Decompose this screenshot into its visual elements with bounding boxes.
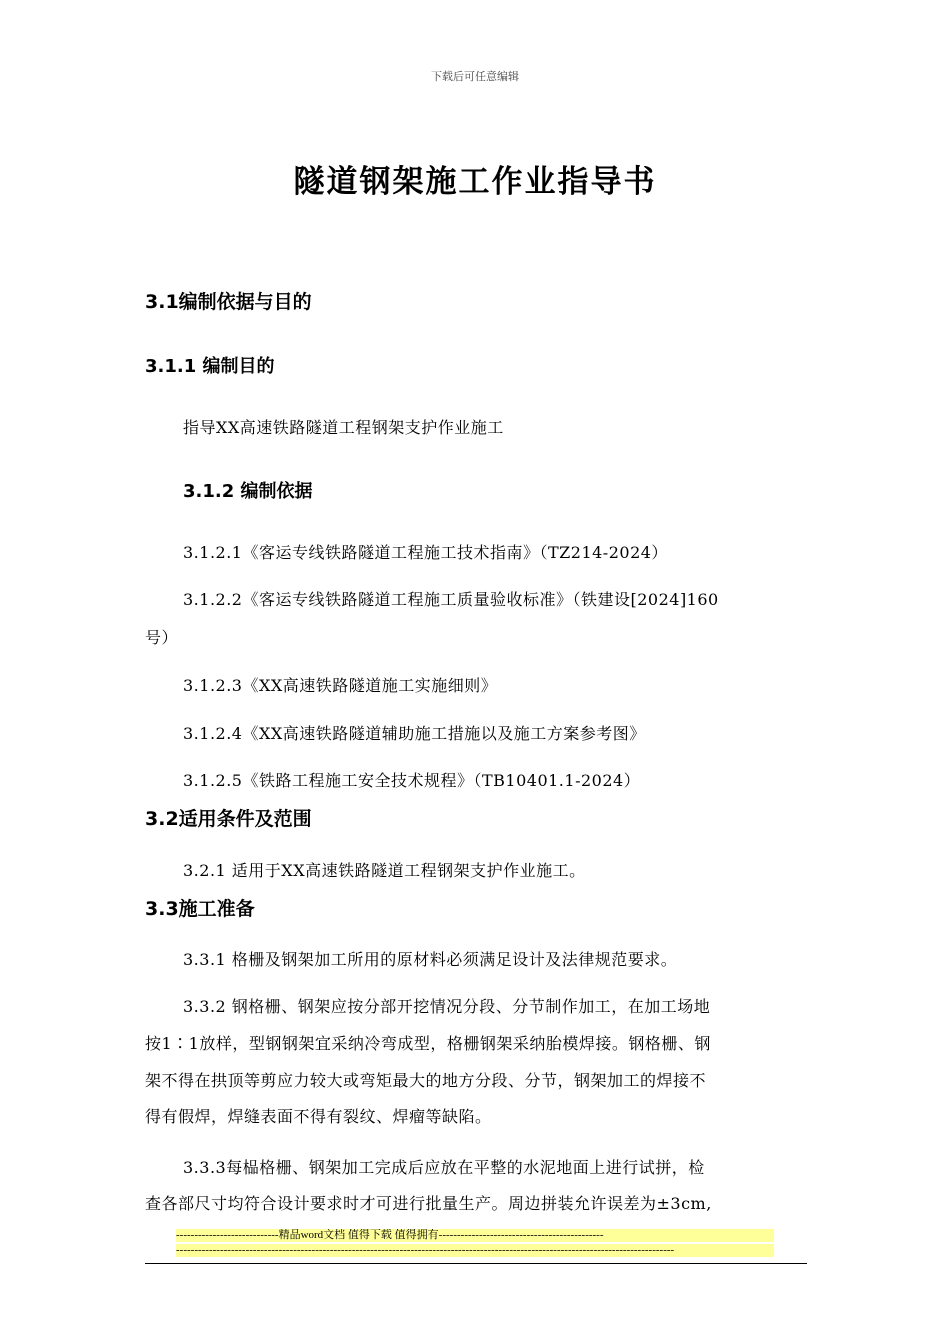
footer-dash-line: ---------------------------------------------------------------------------------------------------------------------------------------- [176,1244,774,1257]
section-heading-3-3: 3.3施工准备 [145,898,255,920]
section-heading-3-1-2: 3.1.2 编制依据 [183,481,313,502]
header-note: 下载后可任意编辑 [431,70,519,83]
section-heading-3-1: 3.1编制依据与目的 [145,291,312,313]
document-title: 隧道钢架施工作业指导书 [293,164,657,200]
paragraph-purpose: 指导XX高速铁路隧道工程钢架支护作业施工 [183,418,504,437]
section-heading-3-2: 3.2适用条件及范围 [145,808,312,830]
paragraph-3-3-2-line: 得有假焊，焊缝表面不得有裂纹、焊瘤等缺陷。 [145,1107,492,1126]
reference-item: 3.1.2.1《客运专线铁路隧道工程施工技术指南》（TZ214-2024） [183,543,668,562]
paragraph-scope: 3.2.1 适用于XX高速铁路隧道工程钢架支护作业施工。 [183,861,586,880]
paragraph-3-3-2-line: 按1∶1放样，型钢钢架宜采纳冷弯成型，格栅钢架采纳胎模焊接。钢格栅、钢 [145,1034,711,1053]
footer-rule [145,1263,807,1264]
reference-item-continuation: 号） [145,628,179,647]
paragraph-3-3-3-line: 查各部尺寸均符合设计要求时才可进行批量生产。周边拼装允许误差为±3cm, [145,1194,712,1213]
reference-item: 3.1.2.3《XX高速铁路隧道施工实施细则》 [183,676,498,695]
paragraph-3-3-2-line: 架不得在拱顶等剪应力较大或弯矩最大的地方分段、分节，钢架加工的焊接不 [145,1071,707,1090]
footer-banner: ----------------------------精品word文档 值得下载 值得拥有--------------------------------------------- [176,1229,774,1242]
reference-item: 3.1.2.2《客运专线铁路隧道工程施工质量验收标准》（铁建设[2024]160 [183,590,719,609]
paragraph-3-3-2-line: 3.3.2 钢格栅、钢架应按分部开挖情况分段、分节制作加工，在加工场地 [183,997,711,1016]
reference-item: 3.1.2.5《铁路工程施工安全技术规程》（TB10401.1-2024） [183,771,641,790]
section-heading-3-1-1: 3.1.1 编制目的 [145,356,275,377]
paragraph-3-3-3-line: 3.3.3每榀格栅、钢架加工完成后应放在平整的水泥地面上进行试拼，检 [183,1158,705,1177]
paragraph-3-3-1: 3.3.1 格栅及钢架加工所用的原材料必须满足设计及法律规范要求。 [183,950,678,969]
reference-item: 3.1.2.4《XX高速铁路隧道辅助施工措施以及施工方案参考图》 [183,724,646,743]
